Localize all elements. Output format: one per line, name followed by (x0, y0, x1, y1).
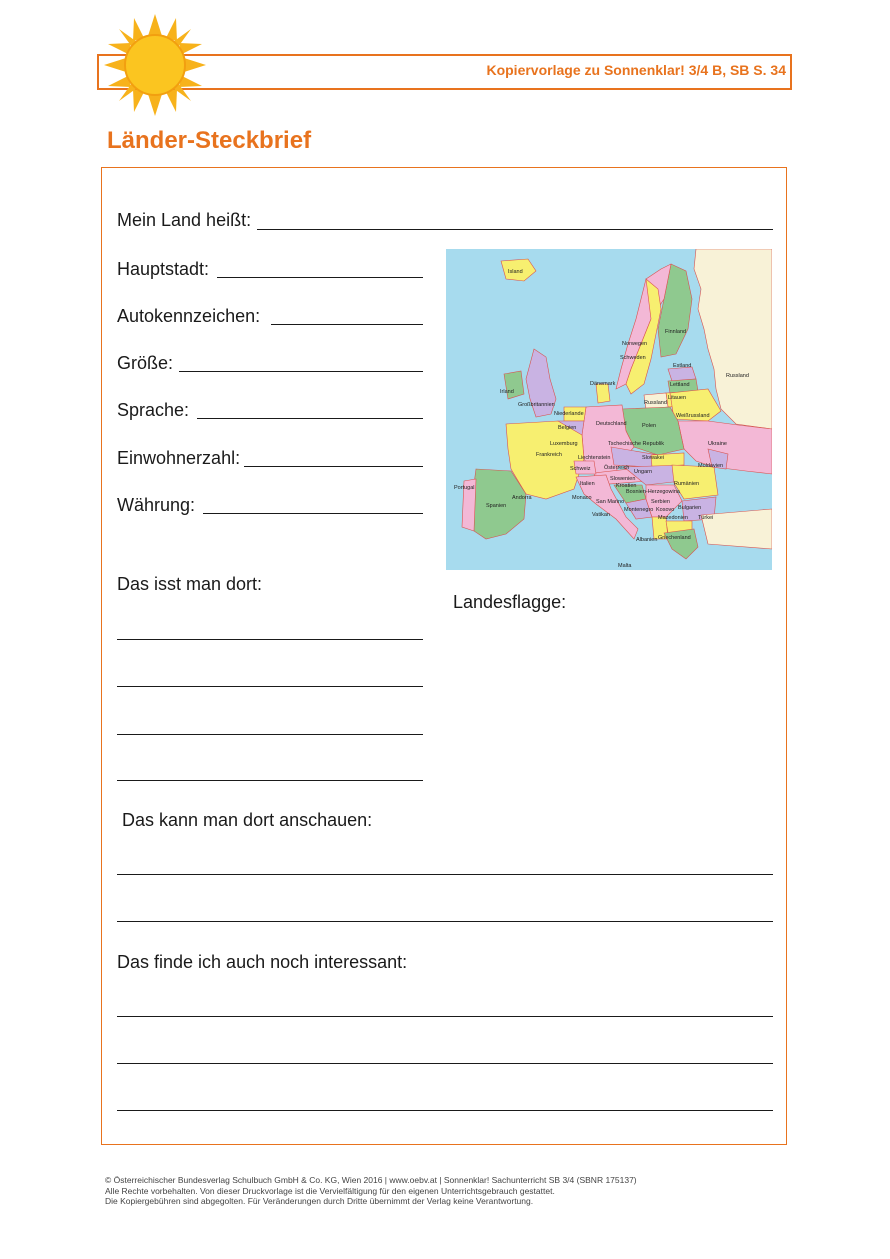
map-label: Griechenland (658, 535, 691, 541)
map-label: Dänemark (590, 381, 616, 387)
line-food-3[interactable] (117, 734, 423, 735)
map-label: Andorra (512, 495, 532, 501)
map-label: Bosnien-Herzegowina (626, 489, 680, 495)
line-name[interactable] (257, 229, 773, 230)
map-label: Deutschland (596, 421, 627, 427)
line-population[interactable] (244, 466, 423, 467)
label-currency: Währung: (117, 495, 196, 515)
line-size[interactable] (179, 371, 423, 372)
footer-line-1: © Österreichischer Bundesverlag Schulbuch GmbH & Co. KG, Wien 2016 | www.oebv.at | Sonnenklar! Sachunterricht SB 3/4 (SBNR 175137) (105, 1175, 637, 1185)
map-label: Luxemburg (550, 441, 578, 447)
map-label: Bulgarien (678, 505, 702, 511)
map-label: Mazedonien (658, 515, 688, 521)
line-sights-2[interactable] (117, 921, 773, 922)
map-label: Norwegen (622, 341, 648, 347)
line-food-1[interactable] (117, 639, 423, 640)
map-label: Irland (500, 389, 514, 395)
map-label: Schweiz (570, 466, 591, 472)
label-sights: Das kann man dort anschauen: (122, 810, 373, 830)
map-label: Moldavien (698, 463, 724, 469)
label-capital: Hauptstadt: (117, 259, 210, 279)
footer-line-2: Alle Rechte vorbehalten. Von dieser Druckvorlage ist die Vervielfältigung für den eigenen Unterrichtsgebrauch gestattet. (105, 1185, 555, 1196)
map-label: Malta (618, 563, 632, 569)
line-sights-1[interactable] (117, 874, 773, 875)
map-label: Finnland (665, 329, 687, 335)
line-plate[interactable] (271, 324, 423, 325)
map-label: Schweden (620, 355, 646, 361)
map-label: Ungarn (634, 469, 653, 475)
line-capital[interactable] (217, 277, 423, 278)
label-flag: Landesflagge: (453, 592, 567, 612)
map-label: Spanien (486, 503, 507, 509)
map-label: Polen (642, 423, 657, 429)
line-food-4[interactable] (117, 780, 423, 781)
map-label: Rumänien (674, 481, 700, 487)
map-label: Kroatien (616, 483, 637, 489)
label-name: Mein Land heißt: (117, 210, 252, 230)
map-label: Türkei (698, 515, 714, 521)
map-label: Lettland (670, 382, 690, 388)
label-population: Einwohnerzahl: (117, 448, 241, 468)
map-label: Weißrussland (676, 413, 710, 419)
line-currency[interactable] (203, 513, 423, 514)
map-label: Estland (673, 363, 692, 369)
line-interesting-2[interactable] (117, 1063, 773, 1064)
line-interesting-3[interactable] (117, 1110, 773, 1111)
europe-map (446, 249, 772, 570)
label-plate: Autokennzeichen: (117, 306, 261, 326)
header-text: Kopiervorlage zu Sonnenklar! 3/4 B, SB S. 34 (486, 62, 786, 78)
map-label: Kosovo (656, 507, 675, 513)
map-label: Vatikan (592, 512, 610, 518)
map-label: Slowenien (610, 476, 636, 482)
label-size: Größe: (117, 353, 174, 373)
map-label: Frankreich (536, 452, 562, 458)
map-label: Belgien (558, 425, 577, 431)
map-label: Monaco (572, 495, 592, 501)
map-label: Österreich (604, 465, 630, 471)
map-label: Tschechische Republik (608, 441, 664, 447)
map-label: Slowakei (642, 455, 665, 461)
map-label: Russland (644, 400, 667, 406)
map-label: Island (508, 269, 523, 275)
footer (105, 1175, 637, 1207)
line-food-2[interactable] (117, 686, 423, 687)
map-label: Albanien (636, 537, 658, 543)
map-label: Italien (580, 481, 595, 487)
map-label: San Marino (596, 499, 625, 505)
map-label: Niederlande (554, 411, 584, 417)
map-label: Liechtenstein (578, 455, 611, 461)
map-label: Großbritannien (518, 402, 555, 408)
sun-icon (104, 14, 206, 116)
map-label: Russland (726, 373, 749, 379)
label-language: Sprache: (117, 400, 190, 420)
line-interesting-1[interactable] (117, 1016, 773, 1017)
footer-line-3: Die Kopiergebühren sind abgegolten. Für Veränderungen durch Dritte übernimmt der Verlag keine Verantwortung. (105, 1196, 534, 1206)
line-language[interactable] (197, 418, 423, 419)
label-interesting: Das finde ich auch noch interessant: (117, 952, 408, 972)
map-label: Litauen (668, 395, 687, 401)
page-title: Länder-Steckbrief (107, 127, 312, 154)
map-label: Ukraine (708, 441, 727, 447)
map-label: Serbien (651, 499, 670, 505)
map-label: Montenegro (624, 507, 654, 513)
label-food: Das isst man dort: (117, 574, 263, 594)
map-label: Portugal (454, 485, 475, 491)
